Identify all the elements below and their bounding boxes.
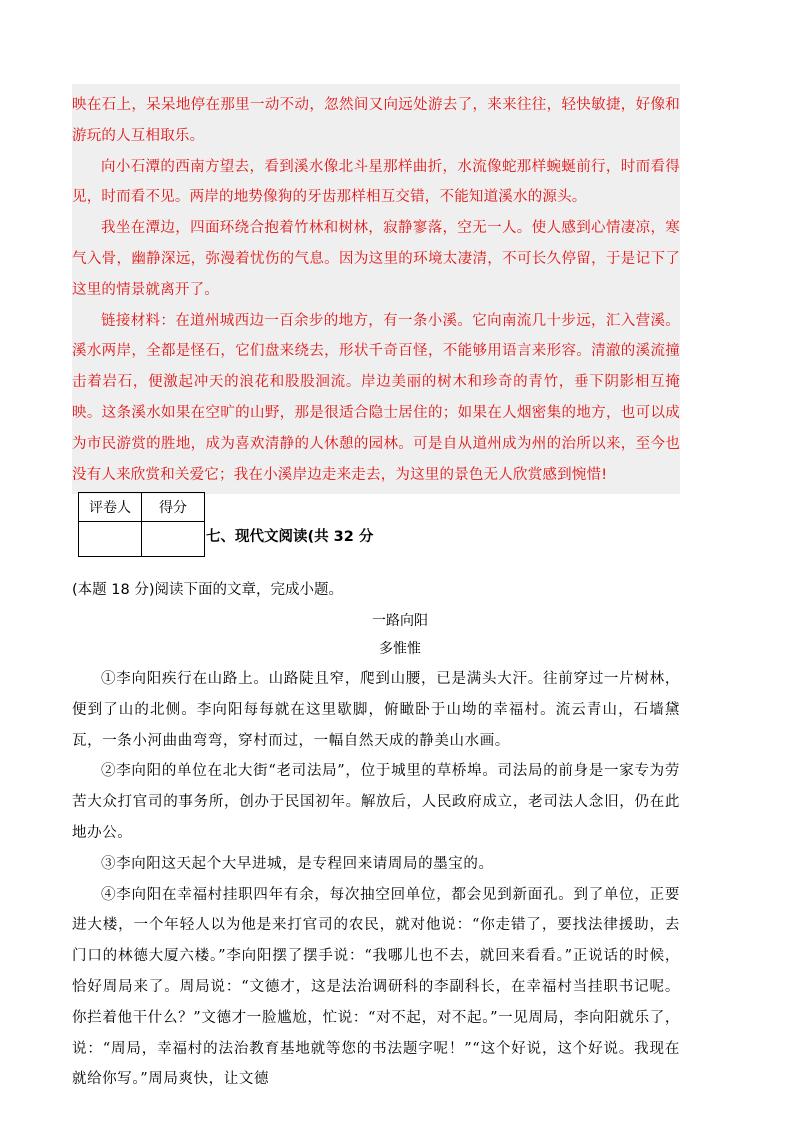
article-author: 多惟惟: [379, 641, 421, 657]
score-cell: [142, 522, 205, 557]
article-body: [72, 664, 680, 1095]
answer-paragraph: 我坐在潭边，四面环绕合抱着竹林和树林，寂静寥落，空无一人。使人感到心情凄凉，寒气入骨，幽静深远，弥漫着忧伤的气息。因为这里的环境太凄清，不可长久停留，于是记下了这里的情景就离开了。: [72, 220, 680, 298]
answer-paragraph: 映在石上，呆呆地停在那里一动不动，忽然间又向远处游去了，来来往往，轻快敏捷，好像和游玩的人互相取乐。: [72, 97, 680, 144]
article-paragraph: ①李向阳疾行在山路上。山路陡且窄，爬到山腰，已是满头大汗。往前穿过一片树林，便到了山的北侧。李向阳每每就在这里歇脚，俯瞰卧于山坳的幸福村。流云青山，石墙黛瓦，一条小河曲曲弯弯，穿村而过，一幅自然天成的静美山水画。: [72, 671, 680, 749]
article-title: 一路向阳: [372, 613, 428, 629]
article-paragraph: ③李向阳这天起个大早进城，是专程回来请周局的墨宝的。: [101, 855, 494, 872]
answer-translation-block: [72, 84, 680, 494]
question-intro: (本题 18 分)阅读下面的文章，完成小题。: [72, 582, 343, 598]
score-table: [78, 492, 205, 557]
article-paragraph: ②李向阳的单位在北大街“老司法局”，位于城里的草桥埠。司法局的前身是一家专为劳苦大众打官司的事务所，创办于民国初年。解放后，人民政府成立，老司法人念旧，仍在此地办公。: [72, 763, 680, 841]
answer-paragraph: 链接材料：在道州城西边一百余步的地方，有一条小溪。它向南流几十步远，汇入营溪。溪水两岸，全都是怪石，它们盘来绕去，形状千奇百怪，不能够用语言来形容。清澈的溪流撞击着岩石，便激起冲天的浪花和股股洄流。岸边美丽的树木和珍奇的青竹，垂下阴影相互掩映。这条溪水如果在空旷的山野，那是很适合隐士居住的；如果在人烟密集的地方，也可以成为市民游赏的胜地，成为喜欢清静的人休憩的园林。可是自从道州成为州的治所以来，至今也没有人来欣赏和关爱它；我在小溪岸边走来走去，为这里的景色无人欣赏感到惋惜!: [72, 312, 680, 483]
section-heading: 七、现代文阅读(共 32 分: [206, 529, 374, 545]
grader-cell: [79, 522, 142, 557]
grader-label: 评卷人: [79, 493, 142, 522]
score-label: 得分: [142, 493, 205, 522]
article-paragraph: ④李向阳在幸福村挂职四年有余，每次抽空回单位，都会见到新面孔。到了单位，正要进大楼，一个年轻人以为他是来打官司的农民，就对他说：“你走错了，要找法律援助，去门口的林德大厦六楼。”李向阳摆了摆手说：“我哪儿也不去，就回来看看。”正说话的时候，恰好周局来了。周局说：“文德才，这是法治调研科的李副科长，在幸福村当挂职书记呢。你拦着他干什么？”文德才一脸尴尬，忙说：“对不起，对不起。”一见周局，李向阳就乐了，说：“周局，幸福村的法治教育基地就等您的书法题字呢！”“这个好说，这个好说。我现在就给你写。”周局爽快，让文德: [72, 886, 680, 1088]
answer-paragraph: 向小石潭的西南方望去，看到溪水像北斗星那样曲折，水流像蛇那样蜿蜒前行，时而看得见，时而看不见。两岸的地势像狗的牙齿那样相互交错，不能知道溪水的源头。: [72, 158, 680, 206]
